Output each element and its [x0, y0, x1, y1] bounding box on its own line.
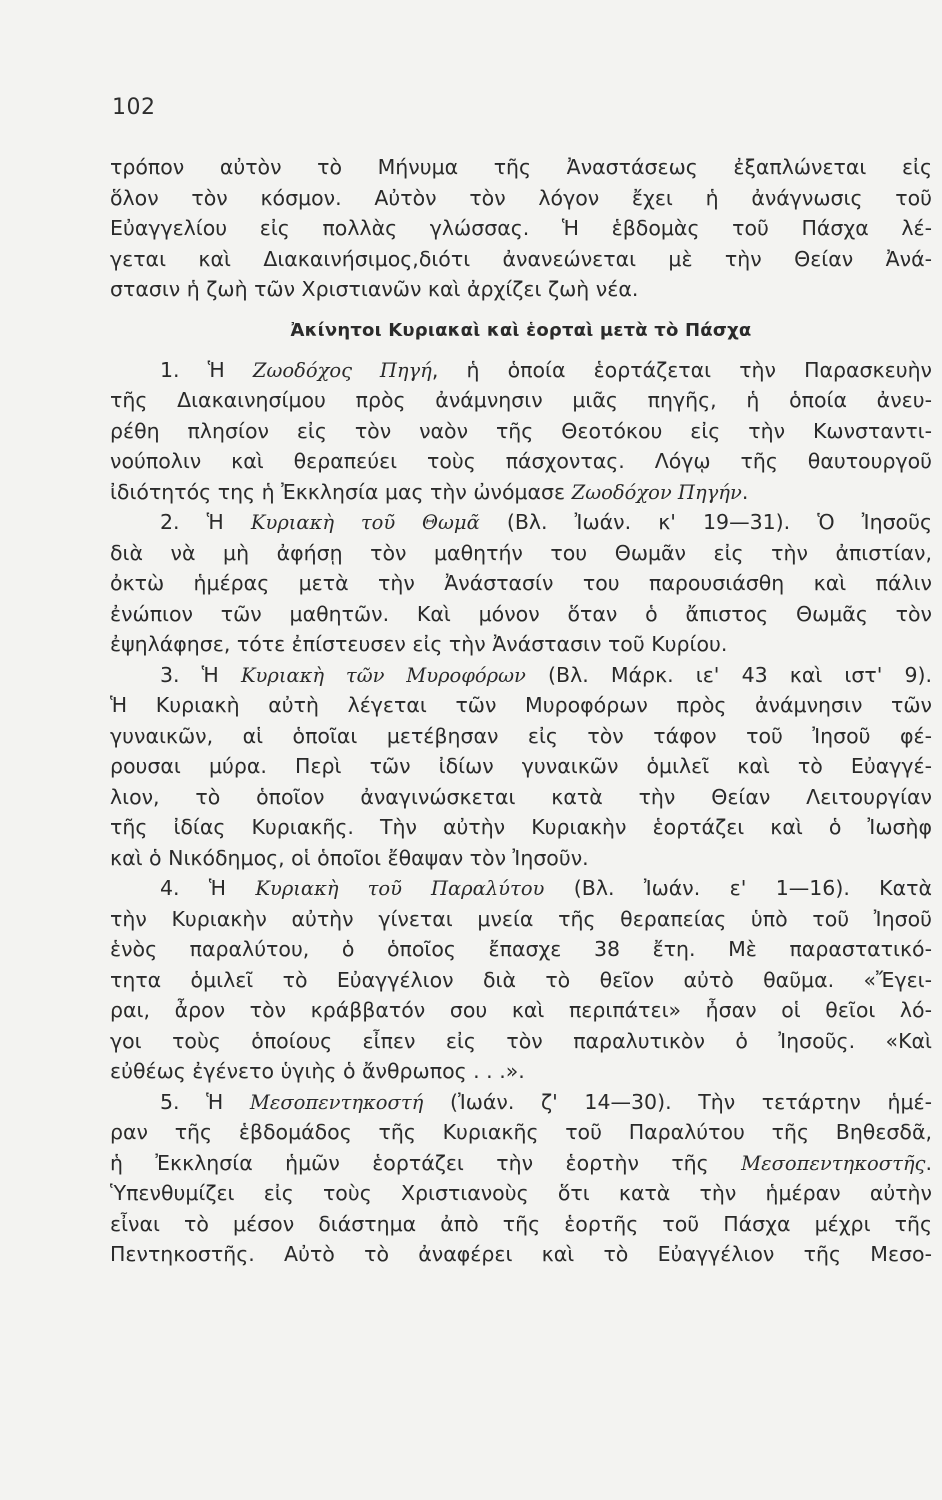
text-line: Εὐαγγελίου εἰς πολλὰς γλώσσας. Ἡ ἑβδομὰς τοῦ Πάσχα λέ-	[110, 216, 932, 240]
text-line: διὰ νὰ μὴ ἀφήσῃ τὸν μαθητήν του Θωμᾶν εἰς τὴν ἀπιστίαν,	[110, 540, 932, 565]
text-line: τῆς ἰδίας Κυριακῆς. Τὴν αὐτὴν Κυριακὴν ἑορτάζει καὶ ὁ Ἰωσὴφ	[110, 815, 932, 839]
text-line: τρόπον αὐτὸν τὸ Μήνυμα τῆς Ἀναστάσεως ἐξαπλώνεται εἰς	[110, 155, 932, 179]
text-line: ὀκτὼ ἡμέρας μετὰ τὴν Ἀνάστασίν του παρουσιάσθη καὶ πάλιν	[110, 571, 932, 595]
text-line: 3. Ἡ Κυριακὴ τῶν Μυροφόρων (Βλ. Μάρκ. ιε' 43 καὶ ιστ' 9).	[160, 662, 933, 687]
paragraph-mid-pentecost	[110, 1087, 932, 1270]
text-line: λιον, τὸ ὁποῖον ἀναγινώσκεται κατὰ τὴν Θείαν Λειτουργίαν	[110, 784, 932, 809]
text-line: ρουσαι μύρα. Περὶ τῶν ἰδίων γυναικῶν ὁμιλεῖ καὶ τὸ Εὐαγγέ-	[110, 754, 932, 778]
text-line: στασιν ἡ ζωὴ τῶν Χριστιανῶν καὶ ἀρχίζει ζωὴ νέα.	[110, 277, 639, 301]
text-line: ἡ Ἐκκλησία ἡμῶν ἑορτάζει τὴν ἑορτὴν τῆς Μεσοπεντηκοστῆς.	[110, 1150, 932, 1175]
feast-title: Μεσοπεντηκοστῆς	[741, 1151, 926, 1175]
text-line: Ἡ Κυριακὴ αὐτὴ λέγεται τῶν Μυροφόρων πρὸς ἀνάμνησιν τῶν	[110, 693, 932, 717]
intro-paragraph	[110, 152, 932, 305]
feast-title: Κυριακὴ τοῦ Παραλύτου	[255, 877, 545, 900]
text-line: γυναικῶν, αἱ ὁποῖαι μετέβησαν εἰς τὸν τάφον τοῦ Ἰησοῦ φέ-	[110, 723, 932, 748]
page-number: 102	[112, 95, 156, 120]
paragraph-zoodochos-pigi	[110, 355, 932, 508]
text-line: καὶ ὁ Νικόδημος, οἱ ὁποῖοι ἔθαψαν τὸν Ἰησοῦν.	[110, 845, 589, 870]
text-line: ραι, ἆρον τὸν κράββατόν σου καὶ περιπάτει» ἦσαν οἱ θεῖοι λό-	[110, 998, 932, 1022]
page-body	[110, 152, 932, 1270]
text-line: 2. Ἡ Κυριακὴ τοῦ Θωμᾶ (Βλ. Ἰωάν. κ' 19—31). Ὁ Ἰησοῦς	[160, 510, 932, 534]
text-line: 1. Ἡ Ζωοδόχος Πηγή, ἡ ὁποία ἑορτάζεται τὴν Παρασκευὴν	[160, 357, 933, 382]
text-line: εὐθέως ἐγένετο ὑγιὴς ὁ ἄνθρωπος . . .».	[110, 1059, 525, 1083]
text-line: ἐνώπιον τῶν μαθητῶν. Καὶ μόνον ὅταν ὁ ἄπιστος Θωμᾶς τὸν	[110, 601, 932, 626]
text-line: νούπολιν καὶ θεραπεύει τοὺς πάσχοντας. Λόγῳ τῆς θαυτουργοῦ	[110, 449, 932, 473]
feast-title: Μεσοπεντηκοστή	[249, 1090, 424, 1114]
text-line: ἑνὸς παραλύτου, ὁ ὁποῖος ἔπασχε 38 ἔτη. Μὲ παραστατικό-	[110, 937, 932, 961]
text-line: γεται καὶ Διακαινήσιμος,διότι ἀνανεώνεται μὲ τὴν Θείαν Ἀνά-	[110, 246, 932, 271]
text-line: ἐψηλάφησε, τότε ἐπίστευσεν εἰς τὴν Ἀνάστασιν τοῦ Κυρίου.	[110, 632, 728, 656]
text-line: τητα ὁμιλεῖ τὸ Εὐαγγέλιον διὰ τὸ θεῖον αὐτὸ θαῦμα. «Ἔγει-	[110, 967, 932, 992]
section-heading: Ἀκίνητοι Κυριακαὶ καὶ ἑορταὶ μετὰ τὸ Πάσχα	[290, 319, 752, 341]
paragraph-thomas-sunday	[110, 507, 932, 660]
text-line: 4. Ἡ Κυριακὴ τοῦ Παραλύτου (Βλ. Ἰωάν. ε' 1—16). Κατὰ	[160, 876, 932, 900]
feast-title: Ζωοδόχος Πηγή	[252, 358, 432, 382]
text-line: ραν τῆς ἑβδομάδος τῆς Κυριακῆς τοῦ Παραλύτου τῆς Βηθεσδᾶ,	[110, 1120, 932, 1144]
text-line: τὴν Κυριακὴν αὐτὴν γίνεται μνεία τῆς θεραπείας ὑπὸ τοῦ Ἰησοῦ	[110, 906, 932, 931]
text-line: Πεντηκοστῆς. Αὐτὸ τὸ ἀναφέρει καὶ τὸ Εὐαγγέλιον τῆς Μεσο-	[110, 1242, 932, 1266]
feast-title: Κυριακὴ τῶν Μυροφόρων	[240, 663, 526, 687]
text-line: εἶναι τὸ μέσον διάστημα ἀπὸ τῆς ἑορτῆς τοῦ Πάσχα μέχρι τῆς	[110, 1211, 932, 1236]
feast-title: Ζωοδόχον Πηγήν	[571, 480, 742, 504]
text-line: 5. Ἡ Μεσοπεντηκοστή (Ἰωάν. ζ' 14—30). Τὴν τετάρτην ἡμέ-	[160, 1089, 932, 1114]
text-line: ἰδιότητός της ἡ Ἐκκλησία μας τὴν ὠνόμασε Ζωοδόχον Πηγήν.	[110, 479, 749, 504]
text-line: γοι τοὺς ὁποίους εἶπεν εἰς τὸν παραλυτικὸν ὁ Ἰησοῦς. «Καὶ	[110, 1028, 932, 1053]
text-line: ὅλον τὸν κόσμον. Αὐτὸν τὸν λόγον ἔχει ἡ ἀνάγνωσις τοῦ	[110, 185, 932, 210]
text-line: Ὑπενθυμίζει εἰς τοὺς Χριστιανοὺς ὅτι κατὰ τὴν ἡμέραν αὐτὴν	[110, 1181, 932, 1205]
feast-title: Κυριακὴ τοῦ Θωμᾶ	[250, 511, 480, 534]
paragraph-paralytic-sunday	[110, 873, 932, 1087]
text-line: ρέθη πλησίον εἰς τὸν ναὸν τῆς Θεοτόκου εἰς τὴν Κωνσταντι-	[110, 418, 932, 443]
paragraph-myrrhbearers-sunday	[110, 660, 932, 874]
text-line: τῆς Διακαινησίμου πρὸς ἀνάμνησιν μιᾶς πηγῆς, ἡ ὁποία ἀνευ-	[110, 388, 932, 412]
